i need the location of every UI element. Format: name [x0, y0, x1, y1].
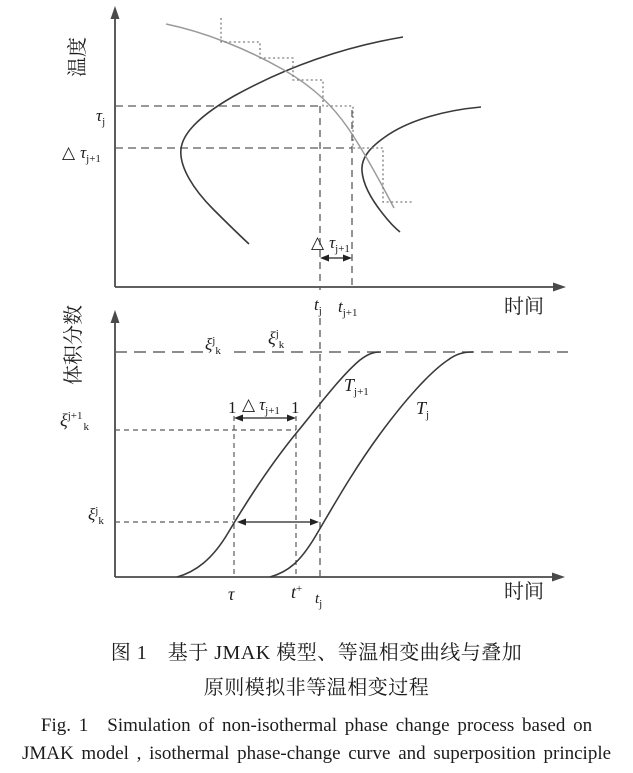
bottom-delta-tau-annotation: △ $\tau_{j+1}$ [242, 395, 280, 417]
sigmoid-curve-T-j [270, 352, 473, 577]
t-j-axis-label-bottom: $t_j$ [315, 591, 323, 610]
tau-axis-label: τ [228, 584, 235, 604]
triangle-icon: △ [62, 143, 76, 162]
curve-T-j-label: $T_j$ [416, 398, 430, 421]
caption-zh-line1: 图 1 基于 JMAK 模型、等温相变曲线与叠加 [110, 642, 523, 664]
xi-j1-k-label: $\xi^{j+1}_k$ [60, 410, 89, 433]
xi-j-k-above-line-label: $\xi^j_k$ [268, 328, 285, 351]
top-delta-tau-arrow [320, 255, 352, 262]
delta-tau-right-tick: 1 [291, 398, 300, 417]
tau-j-label: $\tau_j$ [96, 106, 106, 128]
t-j-axis-label-top: $t_j$ [314, 295, 322, 317]
top-x-axis-arrow-icon [553, 283, 566, 292]
top-plot [62, 6, 566, 319]
cooling-curve [166, 24, 394, 208]
xi-j-k-left-label: $\xi^j_k$ [88, 505, 104, 527]
t-plus-axis-label: t+ [291, 582, 303, 602]
triangle-icon: △ [311, 233, 325, 252]
curve-T-j1-label: $T_{j+1}$ [344, 375, 369, 398]
top-x-axis-title: 时间 [504, 296, 544, 318]
c-curve-left [181, 37, 403, 244]
caption-zh-line2: 原则模拟非等温相变过程 [203, 677, 430, 699]
top-delta-tau-annotation: △ $\tau_{j+1}$ [311, 233, 350, 255]
bottom-x-axis-title: 时间 [504, 581, 544, 603]
bottom-x-axis-arrow-icon [552, 573, 565, 582]
delta-tau-axis-label: △ $\tau_{j+1}$ [62, 143, 101, 165]
bottom-plot [60, 305, 568, 610]
bottom-y-axis-arrow-icon [111, 310, 120, 323]
stepped-cooling-approximation [221, 18, 413, 202]
caption-en-line2: JMAK model , isothermal phase-change curve and superposition principle [21, 743, 612, 764]
caption-en-line1: Fig. 1 Simulation of non-isothermal phase change process based on [40, 715, 593, 736]
bottom-y-axis-title: 体积分数 [63, 305, 85, 385]
xi-shift-arrow [237, 519, 319, 526]
xi-j-k-on-line-label: $\xi^j_k$ [205, 335, 221, 357]
top-y-axis-title: 温度 [67, 37, 89, 77]
triangle-icon: △ [242, 395, 256, 414]
top-y-axis-arrow-icon [111, 6, 120, 19]
t-j1-axis-label: $t_{j+1}$ [338, 297, 358, 319]
c-curve-right [362, 107, 481, 232]
delta-tau-left-tick: 1 [228, 398, 237, 417]
